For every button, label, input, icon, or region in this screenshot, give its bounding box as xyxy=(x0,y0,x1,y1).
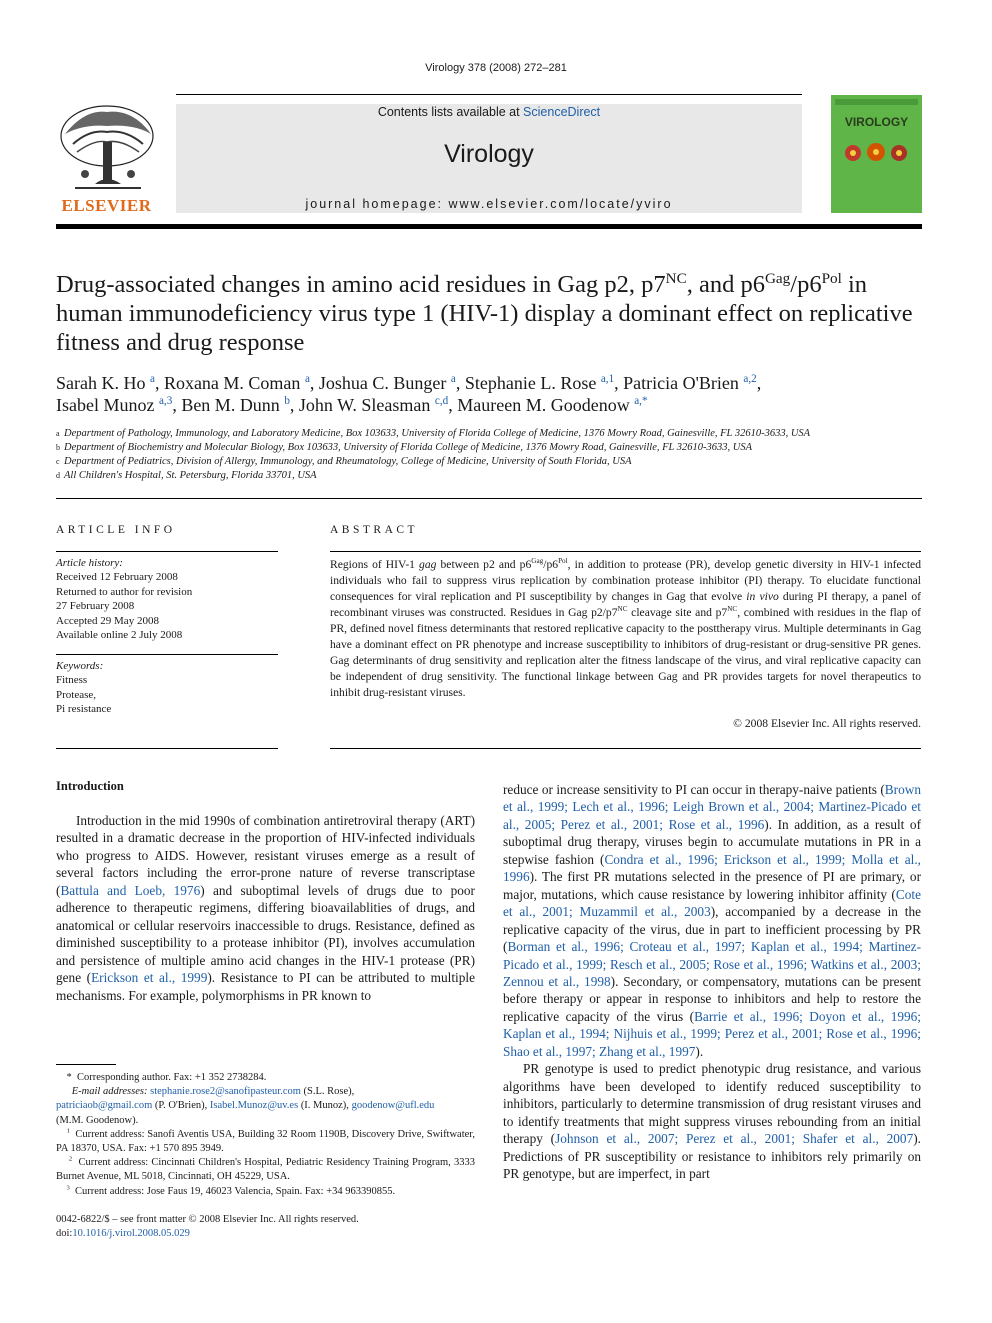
body-text: ) and suboptimal levels of drugs due to poor adherence to therapeutic regimens, differing bioavailablities of drugs, and anatomical or cellular reservoirs inaccessible to drugs. Resistance, defined as diminished susceptibility to a protease inhibitor (PI), involves accumulation and persistence of multiple amino acid changes in the HIV-1 protease (PR) gene ( xyxy=(56,882,475,986)
affiliation-mark: b xyxy=(56,443,60,452)
footnote-2: $^2$ Current address: Cincinnati Children's Hospital, Pediatric Residency Training Program, 3333 Burnet Avenue, ML 5018, Cincinnati, OH 45229, USA. xyxy=(56,1155,476,1183)
abstract-sup: NC xyxy=(617,605,628,614)
email-link[interactable]: patriciaob@gmail.com xyxy=(56,1100,153,1112)
email-owner: (M.M. Goodenow). xyxy=(56,1114,139,1126)
abstract-span: gag xyxy=(419,558,437,571)
email-owner: (P. O'Brien), xyxy=(152,1100,210,1112)
author-affil-mark[interactable]: a xyxy=(304,373,310,385)
citation-link[interactable]: Battula and Loeb, 1976 xyxy=(60,882,201,898)
history-item: Available online 2 July 2008 xyxy=(56,629,183,642)
footnote-text: Current address: Sanofi Aventis USA, Building 32 Room 1190B, Discovery Drive, Swiftwater, PA 18370, USA. Fax: +1 570 895 3949. xyxy=(56,1128,476,1155)
journal-name: Virology xyxy=(444,140,534,168)
affiliation-text: Department of Pathology, Immunology, and Laboratory Medicine, Box 103633, University of Florida College of Medicine, 1376 Mowry Road, Gainesville, FL 32610-3633, USA xyxy=(64,428,811,439)
author-name[interactable]: Sarah K. Ho xyxy=(56,373,146,393)
abstract-sup: Pol xyxy=(558,557,568,566)
body-text: ). Predictions of PR susceptibility or resistance to inhibitors rely primarily on PR genotype, but are imperfect, in part xyxy=(503,1131,921,1181)
doi-line xyxy=(56,1227,475,1241)
doi-label: doi: xyxy=(56,1228,73,1240)
citation-link[interactable]: Barrie et al., 1996; Doyon et al., 1996; Kaplan et al., 1994; Nijhuis et al., 1999; Perez et al., 2001; Rose et al., 1996; Shao et al., 1997; Zhang et al., 1997 xyxy=(503,1008,921,1059)
citation-link[interactable]: Brown et al., 1999; Lech et al., 1996; Leigh Brown et al., 2004; Martinez-Picado et al., 2005; Perez et al., 2001; Rose et al., 1996 xyxy=(503,782,921,832)
author-affil-mark[interactable]: a,* xyxy=(634,395,648,407)
author-name[interactable]: Stephanie L. Rose xyxy=(464,373,597,393)
author-affil-mark[interactable]: a xyxy=(149,373,155,385)
history-item: Returned to author for revision xyxy=(56,585,193,598)
author-affil-mark[interactable]: a,2 xyxy=(743,373,757,385)
article-history xyxy=(56,556,278,642)
keywords xyxy=(56,659,278,717)
body-text: ). The first PR mutations selected in the presence of PI are primary, or major, mutations, which cause resistance by lowering inhibitor affinity ( xyxy=(503,869,921,902)
journal-homepage-link[interactable]: journal homepage: www.elsevier.com/locate/yviro xyxy=(305,197,673,211)
front-matter-info xyxy=(56,1213,475,1241)
author-name[interactable]: Isabel Munoz xyxy=(56,395,155,415)
body-paragraph xyxy=(503,781,921,1060)
keyword: Fitness xyxy=(56,674,88,687)
abstract-text xyxy=(330,557,921,701)
footnote-emails xyxy=(56,1085,475,1128)
affiliation-mark: c xyxy=(56,457,60,466)
body-text: ), accompanied by a decrease in the replicative capacity of the virus, due in part to inefficient processing by PR ( xyxy=(503,904,921,955)
journal-cover-image[interactable] xyxy=(831,95,922,213)
article-info-rule xyxy=(56,748,278,749)
citation-link[interactable]: Johnson et al., 2007; Perez et al., 2001; Shafer et al., 2007 xyxy=(555,1131,914,1147)
article-info-heading: ARTICLE INFO xyxy=(56,524,176,536)
author-affil-mark[interactable]: a xyxy=(450,373,456,385)
publisher-wordmark: ELSEVIER xyxy=(61,196,152,215)
abstract-span: between p2 and p6 xyxy=(436,558,532,571)
body-column-left xyxy=(56,812,475,1004)
history-label: Article history: xyxy=(56,557,123,569)
author-affil-mark[interactable]: b xyxy=(284,395,290,407)
body-text: ). Resistance to PI can be attributed to multiple mechanisms. For example, polymorphisms in PR known to xyxy=(56,970,475,1003)
author-affil-mark[interactable]: a,1 xyxy=(600,373,615,385)
body-text: ). Secondary, or compensatory, mutations can be present before therapy or appear in response to inhibitors and help to restore the replicative capacity of the virus ( xyxy=(503,973,922,1024)
header-thick-rule xyxy=(56,224,922,229)
abstract-heading: ABSTRACT xyxy=(330,524,419,536)
body-text: Introduction in the mid 1990s of combination antiretroviral therapy (ART) resulted in a dramatic decrease in the proportion of HIV-infected individuals who progress to AIDS. However, resistant viruses emerge as a result of several factors including the error-prone nature of reverse transcriptase ( xyxy=(56,813,475,898)
abstract-rule xyxy=(330,748,921,749)
abstract-span: , combined with residues in the flap of PR, defined novel fitness determinants that restored replicative capacity to the posttherapy virus. Multiple determinants in Gag have a dominant effect on PR phenotype and increase susceptibility to inhibitors of drug-resistant or drug-sensitive PR genes. Gag determinants of drug sensitivity and replication alter the fitness landscape of the virus, and viral replicative capacity can be independent of drug sensitivity. The functional linkage between Gag and PR provides targets for novel therapeutics to inhibit drug-resistant viruses. xyxy=(330,606,921,699)
journal-citation: Virology 378 (2008) 272–281 xyxy=(425,62,567,74)
footnote-rule xyxy=(56,1064,116,1065)
contents-line xyxy=(176,105,802,119)
cover-art-icon xyxy=(831,95,922,213)
article-info-rule xyxy=(56,654,278,655)
abstract-span: during PI therapy, a panel of recombinant viruses was constructed. Residues in Gag p2/p7 xyxy=(330,590,921,619)
affiliation-row xyxy=(56,441,922,455)
footnote-corresponding: * Corresponding author. Fax: +1 352 2738284. xyxy=(56,1072,267,1083)
author-name[interactable]: Ben M. Dunn xyxy=(181,395,280,415)
author-affil-mark[interactable]: a,3 xyxy=(158,395,173,407)
abstract-rule xyxy=(330,551,921,552)
email-link[interactable]: Isabel.Munoz@uv.es xyxy=(209,1100,299,1112)
title-text: /p6 xyxy=(790,271,822,298)
body-text: reduce or increase sensitivity to PI can occur in therapy-naive patients ( xyxy=(503,782,885,797)
footnote-3: $^3$ Current address: Jose Faus 19, 46023 Valencia, Spain. Fax: +34 963390855. xyxy=(66,1184,396,1197)
doi-link[interactable]: 10.1016/j.virol.2008.05.029 xyxy=(72,1228,190,1240)
affiliation-text: All Children's Hospital, St. Petersburg, Florida 33701, USA xyxy=(64,470,317,481)
email-link[interactable]: goodenow@ufl.edu xyxy=(351,1100,435,1112)
keyword: Protease, xyxy=(56,688,97,701)
body-text: ). xyxy=(695,1043,704,1059)
body-column-right xyxy=(503,781,921,1182)
citation-link[interactable]: Borman et al., 1996; Croteau et al., 1997; Kaplan et al., 1994; Martinez-Picado et al., 1999; Resch et al., 2005; Rose et al., 1996; Watkins et al., 2003; Zennou et al., 1998 xyxy=(503,939,921,989)
affiliation-text: Department of Biochemistry and Molecular Biology, Box 103633, University of Florida College of Medicine, 1376 Mowry Road, Gainesville, FL 32610-3633, USA xyxy=(64,442,753,453)
author-list: Sarah K. Ho $^a$, Roxana M. Coman $^a$, Joshua C. Bunger $^a$, Stephanie L. Rose $^{a,1}$, Patricia O'Brien $^{a,2}$, Isabel Munoz $^{a,3}$, Ben M. Dunn $^b$, John W. Sleasman $^{c,d}$, Maureen M. Goodenow $^{a,*}$ xyxy=(56,373,762,415)
author-name[interactable]: Joshua C. Bunger xyxy=(318,373,447,393)
title-sup: Pol xyxy=(821,269,842,287)
body-text: PR genotype is used to predict phenotypic drug resistance, and various algorithms have been developed to identify reduced susceptibility to inhibitors, particularly to determine transmission of drug resistant viruses and to identify treatments that might suppress viruses rebounding from an initial therapy ( xyxy=(503,1061,921,1147)
history-item: 27 February 2008 xyxy=(56,600,135,613)
footnote-text: Current address: Cincinnati Children's Hospital, Pediatric Residency Training Program, 3333 Burnet Avenue, ML 5018, Cincinnati, OH 45229, USA. xyxy=(56,1157,476,1183)
author-name[interactable]: John W. Sleasman xyxy=(298,395,431,415)
affiliation-mark: a xyxy=(56,429,60,438)
title-sup: NC xyxy=(665,269,687,287)
title-sup: Gag xyxy=(764,269,791,287)
elsevier-tree-icon xyxy=(55,104,158,194)
author-affil-mark[interactable]: c,d xyxy=(434,395,449,407)
abstract-sup: NC xyxy=(727,605,738,614)
email-link[interactable]: stephanie.rose2@sanofipasteur.com xyxy=(150,1086,301,1098)
title-text: in human immunodeficiency virus type 1 (HIV-1) display a dominant effect on replicative fitness and drug response xyxy=(56,271,913,356)
author-name[interactable]: Maureen M. Goodenow xyxy=(457,395,630,415)
title-text: Drug-associated changes in amino acid residues in Gag p2, p7 xyxy=(56,271,666,298)
email-owner: (S.L. Rose), xyxy=(300,1086,355,1098)
abstract-span: Regions of HIV-1 xyxy=(330,558,420,571)
affiliations xyxy=(56,427,922,483)
author-name[interactable]: Patricia O'Brien xyxy=(623,373,739,393)
footnote-text: Current address: Jose Faus 19, 46023 Valencia, Spain. Fax: +34 963390855. xyxy=(75,1185,396,1197)
article-title xyxy=(56,270,922,357)
affiliation-text: Department of Pediatrics, Division of Allergy, Immunology, and Rheumatology, College of Medicine, University of South Florida, USA xyxy=(64,456,632,467)
abstract-span: in vivo xyxy=(746,590,779,603)
keywords-label: Keywords: xyxy=(56,660,104,672)
author-name[interactable]: Roxana M. Coman xyxy=(163,373,301,393)
body-paragraph xyxy=(503,1060,921,1182)
affiliation-row xyxy=(56,455,922,469)
cover-title: VIROLOGY xyxy=(844,115,909,129)
citation-link[interactable]: Cote et al., 2001; Muzammil et al., 2003 xyxy=(503,886,921,920)
abstract-span: , in addition to protease (PR), develop genetic diversity in HIV-1 infected individuals who fail to suppress virus replication by combination protease inhibitor (PI) therapy. To elucidate functional consequences for viral replication and PI susceptibility by changes in Gag that evolve xyxy=(330,558,921,603)
affiliation-mark: d xyxy=(56,471,60,480)
title-text: , and p6 xyxy=(686,271,765,298)
header-rule xyxy=(176,94,802,95)
affiliation-row xyxy=(56,427,922,441)
abstract-span: cleavage site and p7 xyxy=(627,606,728,619)
affiliation-row xyxy=(56,469,922,483)
abstract-span: /p6 xyxy=(543,558,559,571)
introduction-heading: Introduction xyxy=(56,779,124,793)
email-label: E-mail addresses: xyxy=(71,1086,148,1098)
body-text: ). In addition, as a result of suboptimal drug therapy, viruses begin to accumulate mutations in PR in a stepwise fashion ( xyxy=(503,816,922,867)
footnote-1: $^1$ Current address: Sanofi Aventis USA, Building 32 Room 1190B, Discovery Drive, Swiftwater, PA 18370, USA. Fax: +1 570 895 3949. xyxy=(56,1127,476,1155)
abstract-sup: Gag xyxy=(531,557,544,566)
footnote-text: Corresponding author. Fax: +1 352 2738284. xyxy=(77,1072,267,1083)
history-item: Received 12 February 2008 xyxy=(56,571,178,584)
article-info-rule xyxy=(56,551,278,552)
issn-line: 0042-6822/$ – see front matter © 2008 Elsevier Inc. All rights reserved. xyxy=(56,1214,359,1225)
section-rule xyxy=(56,498,922,499)
keyword: Pi resistance xyxy=(56,703,112,716)
citation-link[interactable]: Condra et al., 1996; Erickson et al., 1999; Molla et al., 1996 xyxy=(503,851,922,885)
history-item: Accepted 29 May 2008 xyxy=(56,614,159,627)
contents-prefix: Contents lists available at xyxy=(377,105,524,119)
footnotes xyxy=(56,1071,475,1199)
citation-link[interactable]: Erickson et al., 1999 xyxy=(91,970,208,986)
sciencedirect-link[interactable]: ScienceDirect xyxy=(523,105,601,119)
abstract-copyright: © 2008 Elsevier Inc. All rights reserved. xyxy=(733,717,921,730)
email-owner: (I. Munoz), xyxy=(298,1100,352,1112)
